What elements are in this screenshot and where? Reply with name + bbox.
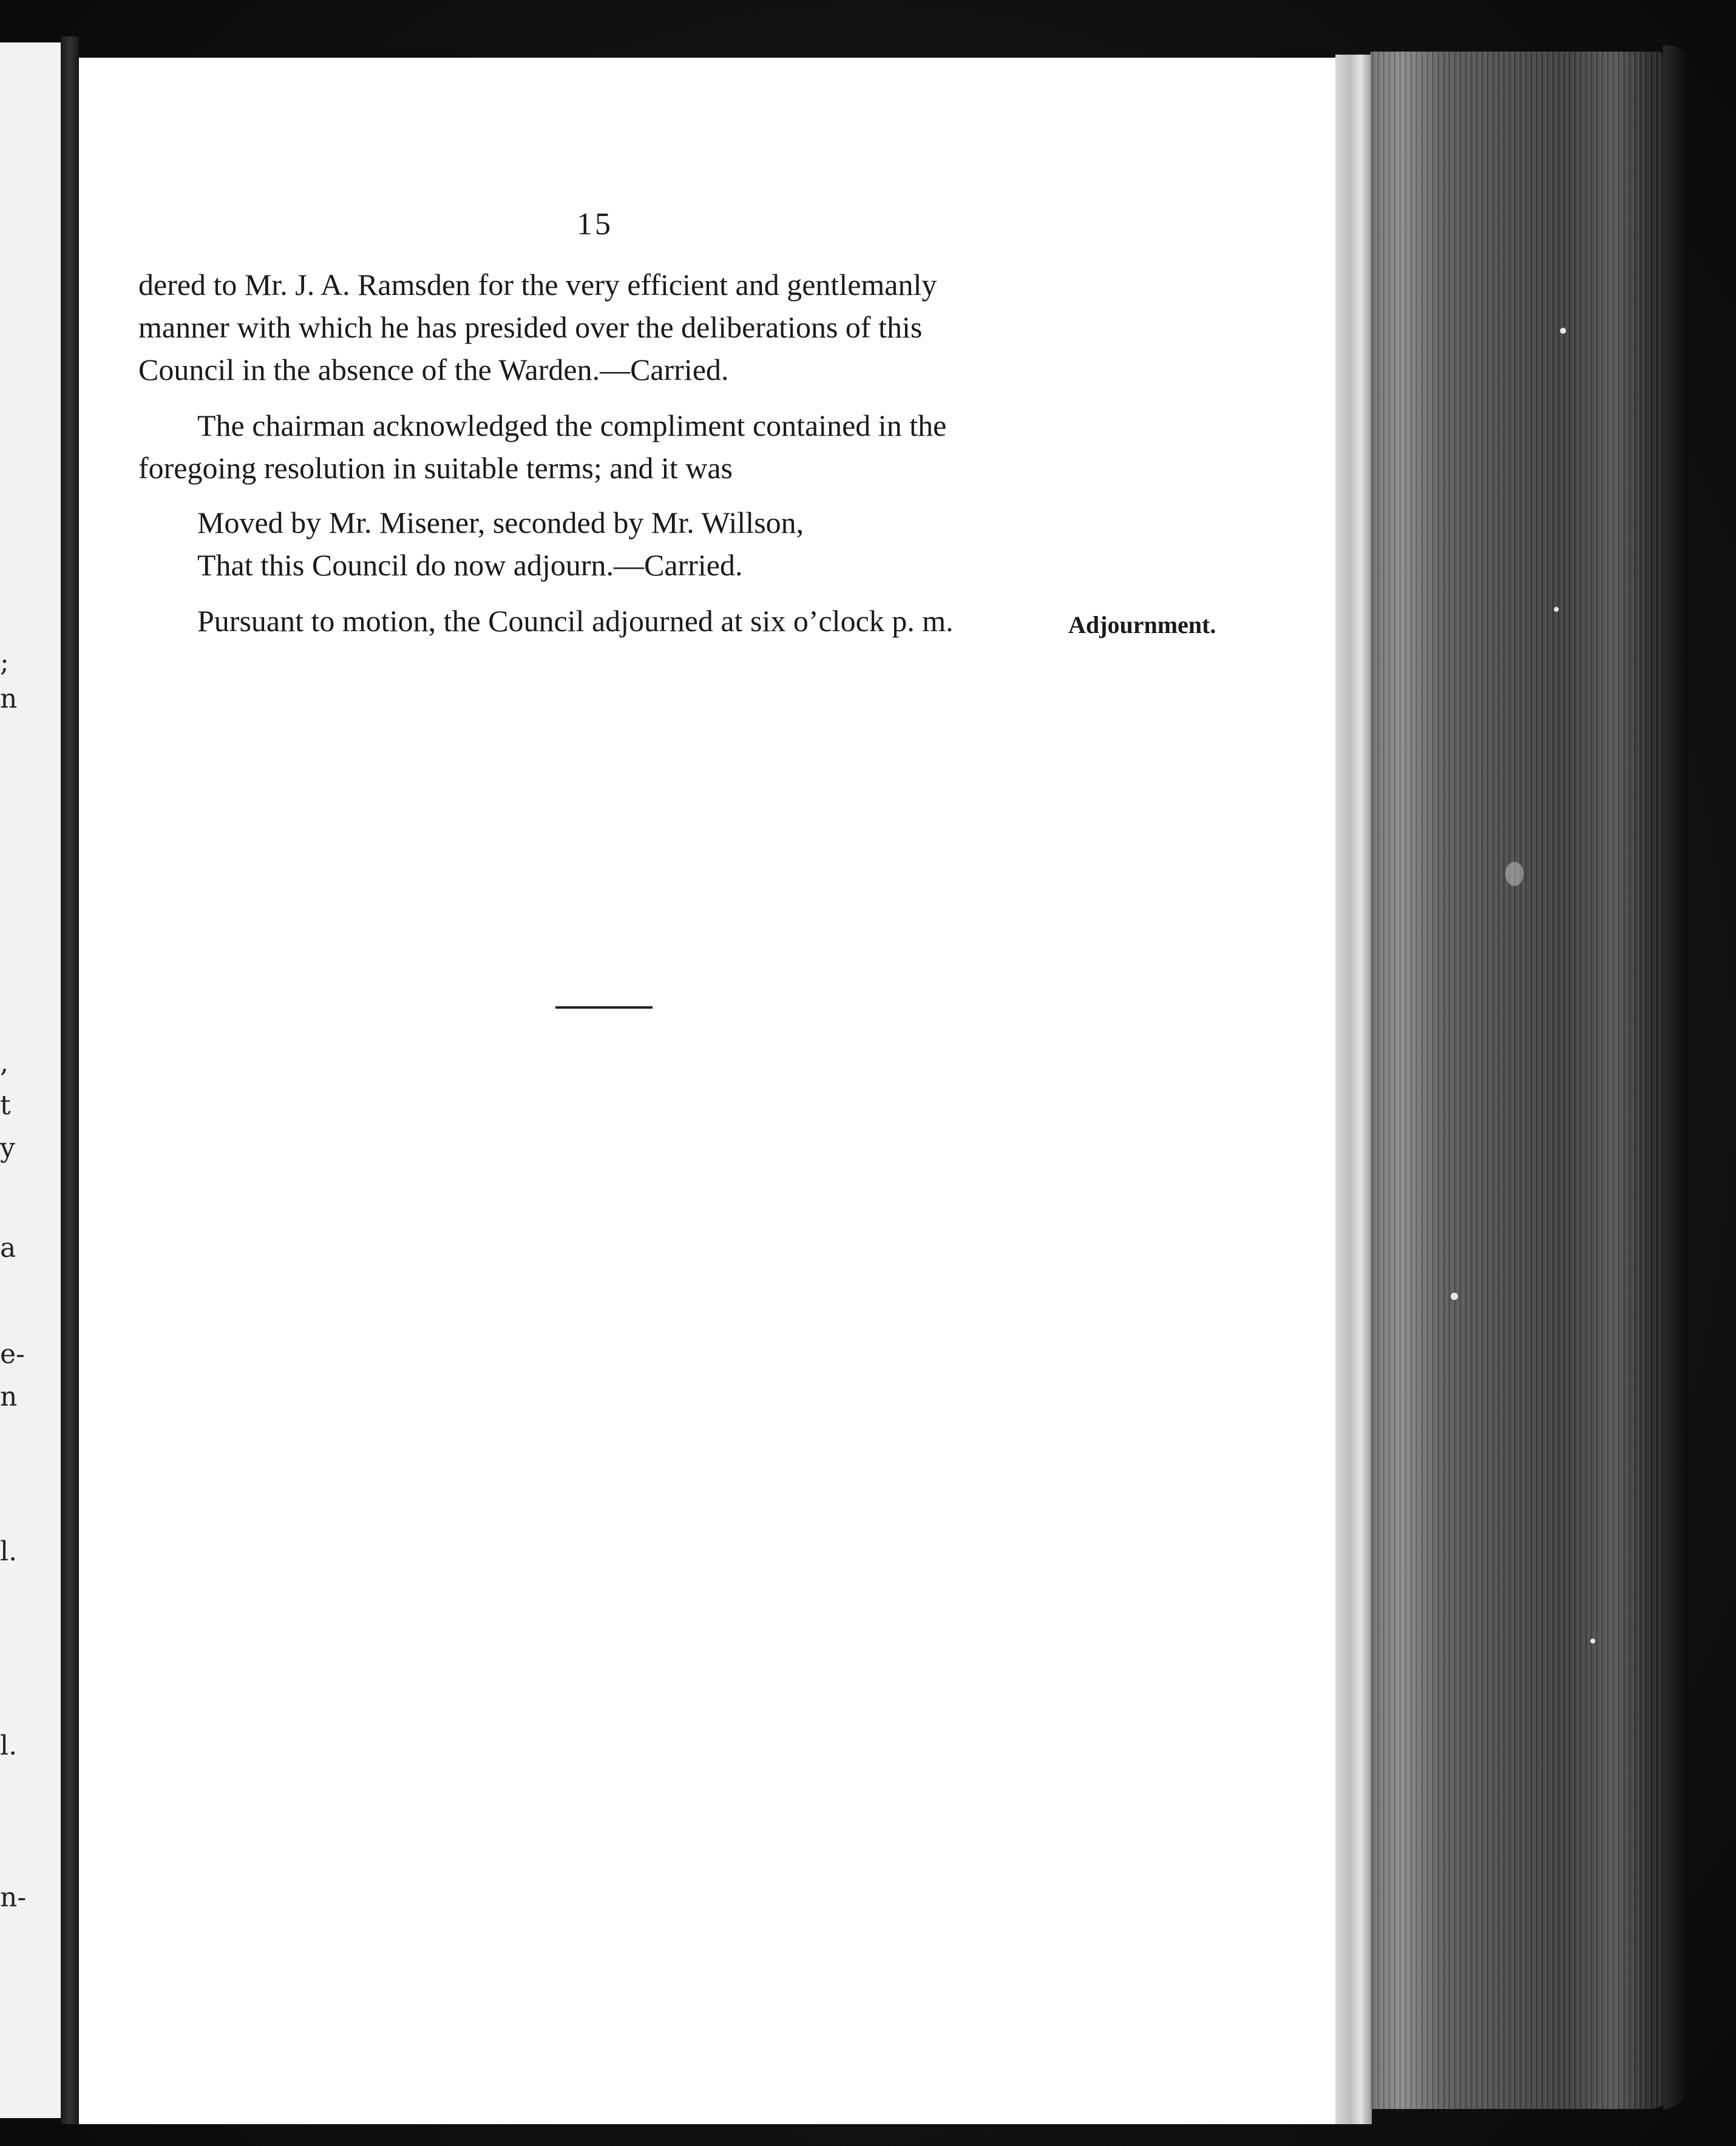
body-text-line: The chairman acknowledged the compliment contained in the [197, 408, 947, 442]
left-page-fragment: t [0, 1090, 11, 1121]
left-page-fragment: n [0, 683, 18, 714]
left-page-fragment: y [0, 1132, 15, 1163]
body-text-line: Pursuant to motion, the Council adjourned at six o’clock p. m. [197, 604, 954, 638]
left-facing-page-edge [0, 42, 61, 2118]
margin-note: Adjournment. [1068, 611, 1216, 638]
scan-speck [1505, 862, 1524, 886]
page-number: 15 [577, 207, 613, 242]
left-page-fragment: n- [0, 1882, 27, 1913]
scan-speck [1554, 607, 1559, 612]
left-page-fragment: a [0, 1233, 16, 1264]
section-rule [555, 1006, 653, 1009]
left-page-fragment: l. [0, 1536, 18, 1567]
body-text-line: Moved by Mr. Misener, seconded by Mr. Willson, [197, 506, 804, 540]
body-text-line: Council in the absence of the Warden.—Carried. [138, 353, 729, 387]
scan-speck [1590, 1639, 1595, 1643]
scan-speck [1560, 328, 1566, 334]
body-text-line: dered to Mr. J. A. Ramsden for the very efficient and gentlemanly [138, 268, 937, 302]
book-cover-edge [1663, 46, 1687, 2109]
left-page-fragment: e- [0, 1339, 25, 1370]
left-page-fragment: , [0, 1048, 8, 1078]
body-text-line: foregoing resolution in suitable terms; and it was [138, 451, 733, 485]
scan-speck [1451, 1293, 1458, 1300]
left-page-fragment: ; [0, 647, 9, 678]
left-page-fragment: n [0, 1381, 18, 1412]
left-page-fragment: l. [0, 1730, 18, 1761]
book-gutter [61, 36, 79, 2124]
body-text-line: manner with which he has presided over the deliberations of this [138, 310, 923, 344]
book-fore-edge [1371, 52, 1674, 2109]
page-edge [1335, 55, 1372, 2124]
body-text-line: That this Council do now adjourn.—Carried. [197, 548, 743, 582]
